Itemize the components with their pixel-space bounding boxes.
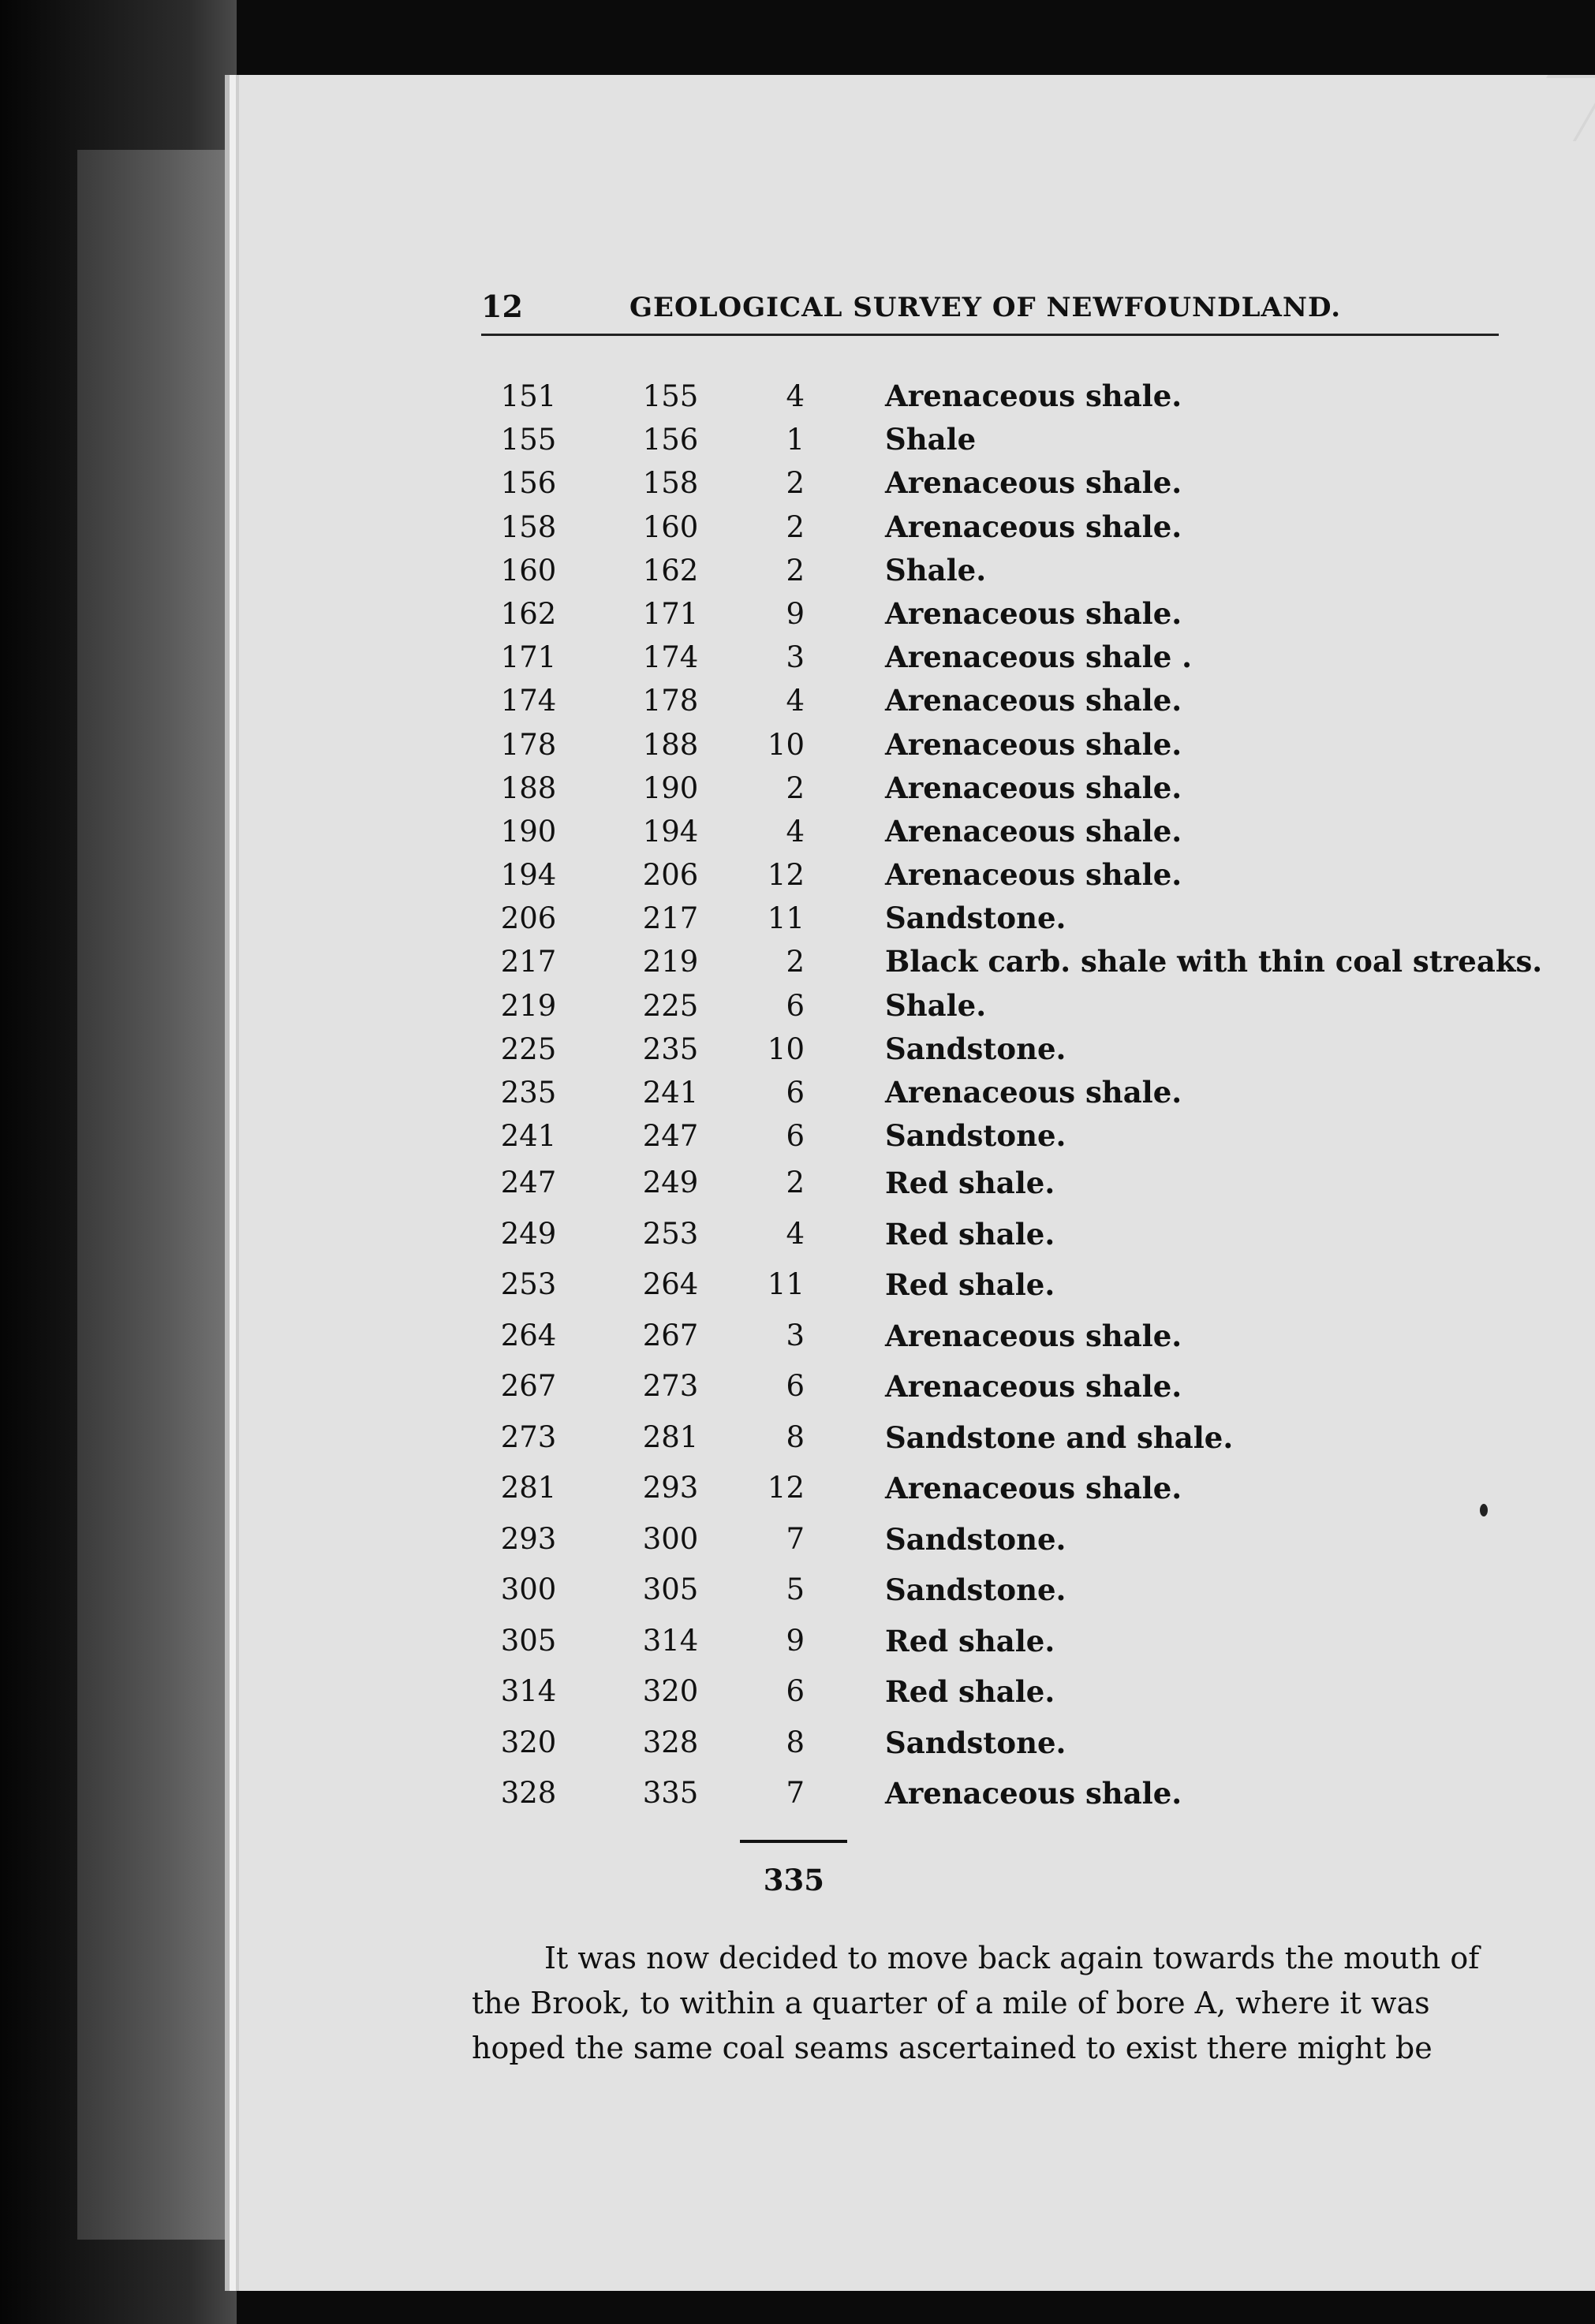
strata-description: Sandstone.	[885, 1521, 1066, 1557]
thickness-total: 335	[763, 1863, 824, 1897]
depth-from: 253	[500, 1267, 557, 1302]
depth-to: 249	[642, 1166, 699, 1200]
strata-description: Arenaceous shale.	[885, 726, 1182, 762]
bore-log-table	[481, 375, 1543, 1819]
depth-from: 249	[500, 1216, 557, 1251]
depth-from: 162	[500, 596, 557, 631]
depth-from: 206	[500, 901, 557, 936]
depth-to: 225	[642, 988, 699, 1023]
depth-to: 155	[642, 379, 699, 413]
strata-description: Red shale.	[885, 1267, 1055, 1303]
depth-to: 273	[642, 1369, 699, 1404]
table-row	[481, 853, 1507, 897]
table-row	[481, 984, 1507, 1028]
strata-description: Arenaceous shale .	[885, 640, 1193, 675]
depth-from: 267	[500, 1369, 557, 1404]
thickness: 2	[786, 466, 805, 501]
strata-description: Shale.	[885, 987, 987, 1023]
table-row	[481, 1114, 1507, 1158]
table-row	[481, 1209, 1507, 1260]
depth-from: 194	[500, 858, 557, 893]
thickness: 2	[786, 509, 805, 544]
depth-to: 206	[642, 858, 699, 893]
strata-description: Arenaceous shale.	[885, 1471, 1182, 1506]
depth-to: 247	[642, 1119, 699, 1154]
depth-to: 194	[642, 814, 699, 849]
thickness: 12	[767, 858, 805, 893]
thickness: 1	[786, 423, 805, 457]
strata-description: Red shale.	[885, 1216, 1055, 1252]
thickness: 4	[786, 684, 805, 718]
table-row	[481, 1158, 1507, 1209]
table-row	[481, 636, 1507, 679]
depth-from: 225	[500, 1031, 557, 1066]
depth-to: 188	[642, 727, 699, 762]
strata-description: Sandstone.	[885, 1118, 1066, 1154]
header-rule	[481, 334, 1499, 336]
depth-from: 320	[500, 1725, 557, 1759]
depth-from: 314	[500, 1674, 557, 1709]
thickness: 6	[786, 1119, 805, 1154]
depth-from: 300	[500, 1572, 557, 1607]
thickness: 7	[786, 1776, 805, 1811]
depth-from: 158	[500, 509, 557, 544]
depth-to: 162	[642, 553, 699, 588]
strata-description: Sandstone.	[885, 1572, 1066, 1608]
depth-to: 320	[642, 1674, 699, 1709]
thickness: 3	[786, 1318, 805, 1352]
thickness: 4	[786, 1216, 805, 1251]
thickness: 12	[767, 1471, 805, 1505]
thickness: 6	[786, 1369, 805, 1404]
table-row	[481, 1071, 1507, 1114]
depth-from: 156	[500, 466, 557, 501]
thickness: 2	[786, 945, 805, 979]
depth-from: 217	[500, 945, 557, 979]
depth-to: 158	[642, 466, 699, 501]
paragraph-line: It was now decided to move back again towards the mouth of	[544, 1941, 1480, 1975]
depth-from: 160	[500, 553, 557, 588]
paragraph-line: the Brook, to within a quarter of a mile of bore A, where it was	[472, 1986, 1430, 2020]
strata-description: Arenaceous shale.	[885, 509, 1182, 544]
running-title: GEOLOGICAL SURVEY OF NEWFOUNDLAND.	[629, 292, 1342, 323]
depth-to: 219	[642, 945, 699, 979]
table-row	[481, 1565, 1507, 1616]
page-header	[481, 289, 1499, 336]
strata-description: Sandstone.	[885, 1725, 1066, 1760]
depth-from: 273	[500, 1419, 557, 1454]
depth-to: 253	[642, 1216, 699, 1251]
table-row	[481, 592, 1507, 636]
table-row	[481, 549, 1507, 592]
table-row	[481, 1311, 1507, 1362]
depth-from: 281	[500, 1471, 557, 1505]
strata-description: Sandstone.	[885, 901, 1066, 936]
strata-description: Red shale.	[885, 1166, 1055, 1201]
depth-to: 335	[642, 1776, 699, 1811]
depth-from: 247	[500, 1166, 557, 1200]
strata-description: Arenaceous shale.	[885, 813, 1182, 849]
depth-from: 293	[500, 1521, 557, 1556]
table-row	[481, 1718, 1507, 1769]
thickness: 6	[786, 1076, 805, 1110]
thickness: 9	[786, 596, 805, 631]
table-row	[481, 1361, 1507, 1412]
thickness: 11	[767, 1267, 805, 1302]
depth-to: 171	[642, 596, 699, 631]
thickness: 3	[786, 640, 805, 675]
depth-from: 305	[500, 1623, 557, 1658]
depth-to: 264	[642, 1267, 699, 1302]
depth-to: 328	[642, 1725, 699, 1759]
table-row	[481, 1028, 1507, 1071]
ink-spot	[1480, 1504, 1488, 1516]
thickness: 6	[786, 1674, 805, 1709]
strata-description: Shale.	[885, 552, 987, 588]
depth-to: 267	[642, 1318, 699, 1352]
thickness: 8	[786, 1725, 805, 1759]
strata-description: Sandstone and shale.	[885, 1419, 1234, 1455]
strata-description: Red shale.	[885, 1623, 1055, 1658]
table-row	[481, 897, 1507, 940]
depth-to: 314	[642, 1623, 699, 1658]
depth-from: 241	[500, 1119, 557, 1154]
depth-from: 190	[500, 814, 557, 849]
table-row	[481, 375, 1507, 418]
depth-from: 171	[500, 640, 557, 675]
table-row	[481, 1412, 1507, 1464]
depth-to: 217	[642, 901, 699, 936]
depth-to: 305	[642, 1572, 699, 1607]
depth-to: 160	[642, 509, 699, 544]
depth-from: 151	[500, 379, 557, 413]
strata-description: Arenaceous shale.	[885, 1776, 1182, 1811]
body-paragraph	[472, 1936, 1489, 2071]
strata-description: Black carb. shale with thin coal streaks.	[885, 944, 1543, 979]
table-row	[481, 810, 1507, 853]
page-number: 12	[481, 289, 523, 324]
thickness: 2	[786, 553, 805, 588]
strata-description: Arenaceous shale.	[885, 379, 1182, 413]
thickness: 7	[786, 1521, 805, 1556]
strata-description: Sandstone.	[885, 1031, 1066, 1066]
strata-description: Arenaceous shale.	[885, 857, 1182, 893]
strata-description: Arenaceous shale.	[885, 1075, 1182, 1110]
paragraph-line: hoped the same coal seams ascertained to exist there might be	[472, 2031, 1433, 2065]
table-row	[481, 418, 1507, 461]
table-row	[481, 940, 1543, 983]
strata-description: Arenaceous shale.	[885, 465, 1182, 501]
table-row	[481, 1768, 1507, 1819]
depth-from: 219	[500, 988, 557, 1023]
strata-description: Arenaceous shale.	[885, 770, 1182, 805]
strata-description: Arenaceous shale.	[885, 1369, 1182, 1404]
depth-to: 156	[642, 423, 699, 457]
strata-description: Arenaceous shale.	[885, 1318, 1182, 1353]
depth-to: 174	[642, 640, 699, 675]
strata-description: Shale	[885, 422, 977, 457]
depth-from: 178	[500, 727, 557, 762]
depth-to: 293	[642, 1471, 699, 1505]
thickness: 11	[767, 901, 805, 936]
total-rule	[740, 1840, 847, 1843]
depth-from: 264	[500, 1318, 557, 1352]
depth-from: 188	[500, 770, 557, 805]
table-row	[481, 1259, 1507, 1311]
table-row	[481, 723, 1507, 767]
thickness: 4	[786, 814, 805, 849]
table-row	[481, 461, 1507, 505]
depth-from: 174	[500, 684, 557, 718]
table-row	[481, 1616, 1507, 1667]
strata-description: Arenaceous shale.	[885, 595, 1182, 631]
table-row	[481, 1666, 1507, 1718]
thickness: 2	[786, 1166, 805, 1200]
table-row	[481, 1514, 1507, 1565]
thickness: 10	[767, 727, 805, 762]
strata-description: Arenaceous shale.	[885, 683, 1182, 718]
depth-from: 328	[500, 1776, 557, 1811]
thickness: 9	[786, 1623, 805, 1658]
depth-from: 155	[500, 423, 557, 457]
table-row	[481, 679, 1507, 722]
depth-to: 241	[642, 1076, 699, 1110]
table-row	[481, 505, 1507, 549]
depth-to: 281	[642, 1419, 699, 1454]
thickness: 2	[786, 770, 805, 805]
depth-to: 190	[642, 770, 699, 805]
thickness: 10	[767, 1031, 805, 1066]
thickness: 6	[786, 988, 805, 1023]
strata-description: Red shale.	[885, 1674, 1055, 1710]
depth-to: 235	[642, 1031, 699, 1066]
thickness: 8	[786, 1419, 805, 1454]
thickness: 5	[786, 1572, 805, 1607]
depth-to: 300	[642, 1521, 699, 1556]
depth-from: 235	[500, 1076, 557, 1110]
table-row	[481, 767, 1507, 810]
table-row	[481, 1463, 1507, 1514]
page-edge-shadow	[77, 150, 243, 2240]
depth-to: 178	[642, 684, 699, 718]
thickness: 4	[786, 379, 805, 413]
